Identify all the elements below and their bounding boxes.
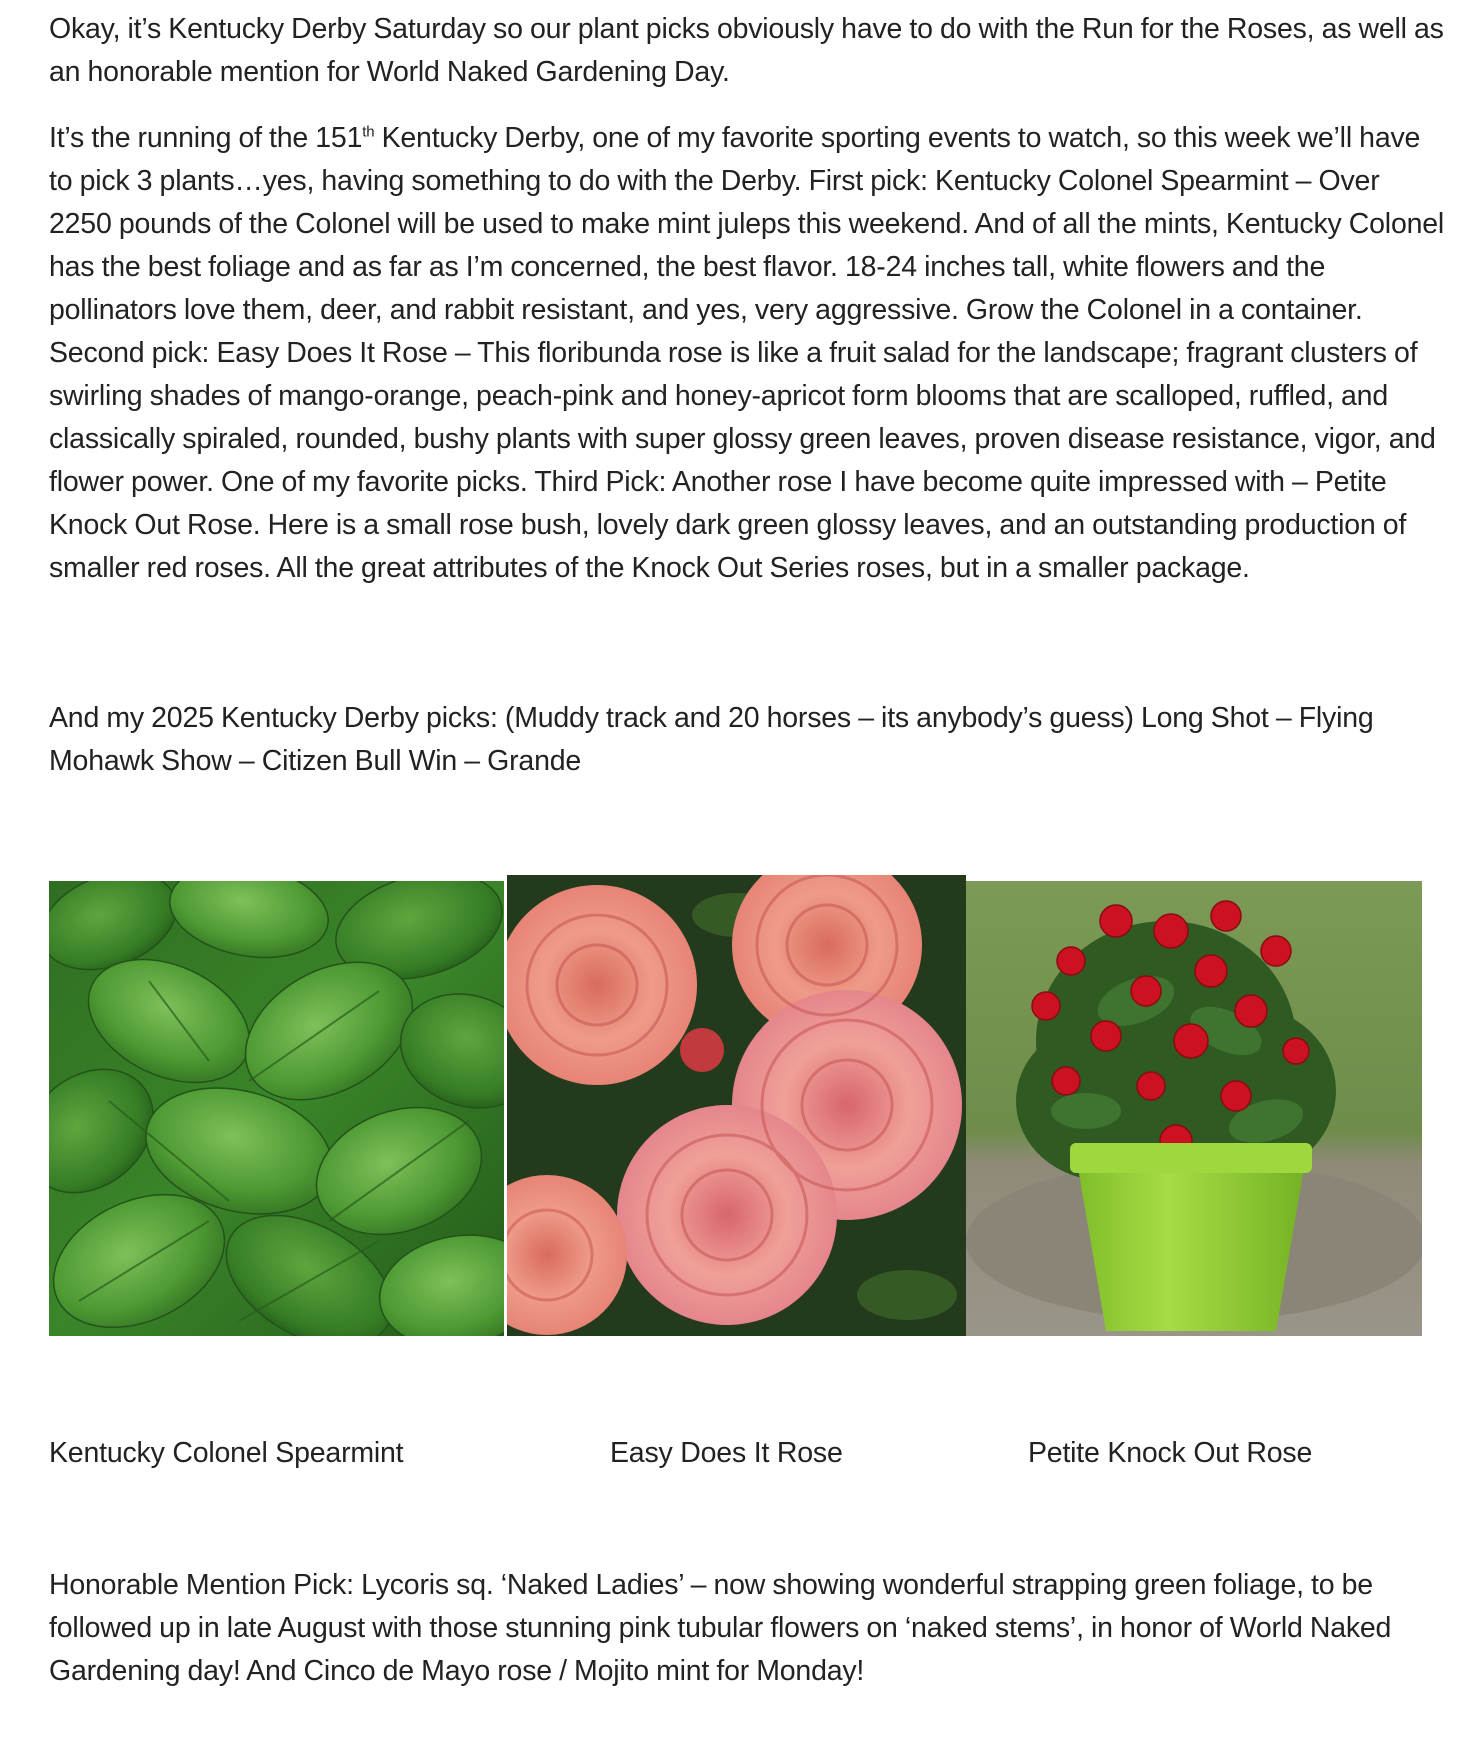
derby-picks-paragraph: And my 2025 Kentucky Derby picks: (Muddy track and 20 horses – its anybody’s guess) Long Shot – Flying Mohawk Show – Citizen Bull Win – Grande xyxy=(49,702,1374,777)
caption-spearmint: Kentucky Colonel Spearmint xyxy=(49,1437,404,1469)
peach-rose-photo xyxy=(507,875,966,1336)
picks-paragraph-body: Kentucky Derby, one of my favorite sporting events to watch, so this week we’ll have to pick 3 plants…yes, having something to do with the Derby. First pick: Kentucky Colonel Spearmint – Over 2250 pounds of the Colonel will be used to make mint juleps this weekend. And of all the mints, Kentucky Colonel has the best foliage and as far as I’m concerned, the best flavor. 18-24 inches tall, white flowers and the pollinators love them, deer, and rabbit resistant, and yes, very aggressive. Grow the Colonel in a container. Second pick: Easy Does It Rose – This floribunda rose is like a fruit salad for the landscape; fragrant clusters of swirling shades of mango-orange, peach-pink and honey-apricot form blooms that are scalloped, ruffled, and classically spiraled, rounded, bushy plants with super glossy green leaves, proven disease resistance, vigor, and flower power. One of my favorite picks. Third Pick: Another rose I have become quite impressed with – Petite Knock Out Rose. Here is a small rose bush, lovely dark green glossy leaves, and an outstanding production of smaller red roses. All the great attributes of the Knock Out Series roses, but in a smaller package. xyxy=(49,122,1445,584)
mint-leaves-photo xyxy=(49,881,504,1336)
caption-petite-knock-out-rose: Petite Knock Out Rose xyxy=(1028,1437,1313,1469)
ordinal-suffix: th xyxy=(362,123,375,141)
honorable-mention-paragraph: Honorable Mention Pick: Lycoris sq. ‘Naked Ladies’ – now showing wonderful strapping green foliage, to be followed up in late August with those stunning pink tubular flowers on ‘naked stems’, in honor of World Naked Gardening day! And Cinco de Mayo rose / Mojito mint for Monday! xyxy=(49,1569,1392,1687)
red-rose-pot-photo xyxy=(966,881,1422,1336)
caption-easy-does-it-rose: Easy Does It Rose xyxy=(610,1437,843,1469)
picks-paragraph xyxy=(49,117,1449,590)
picks-paragraph-lead: It’s the running of the 151 xyxy=(49,122,363,154)
intro-paragraph: Okay, it’s Kentucky Derby Saturday so our plant picks obviously have to do with the Run for the Roses, as well as an honorable mention for World Naked Gardening Day. xyxy=(49,13,1444,88)
